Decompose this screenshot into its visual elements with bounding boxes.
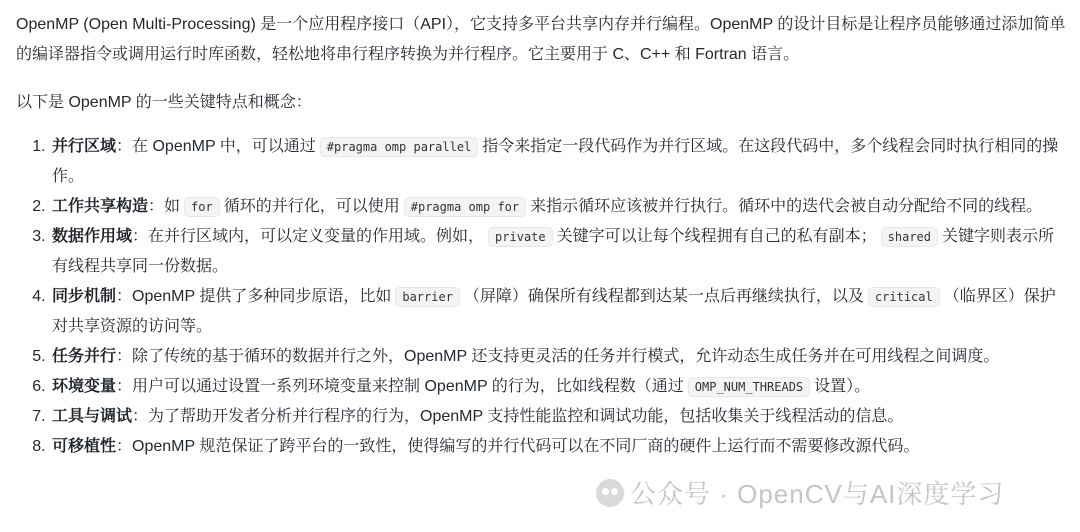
list-item [50,132,1066,192]
inline-code: barrier [395,287,460,307]
list-item [50,342,1066,372]
item-separator: ： [116,378,133,395]
inline-code: critical [868,287,940,307]
list-item [50,372,1066,402]
item-title: 同步机制 [52,288,117,305]
item-separator: ： [116,138,133,155]
features-subtitle: 以下是 OpenMP 的一些关键特点和概念： [16,94,312,111]
item-text: 在并行区域内，可以定义变量的作用域。例如， [148,228,485,245]
item-separator: ： [132,408,149,425]
item-text: 来指示循环应该被并行执行。循环中的迭代会被自动分配给不同的线程。 [530,198,1043,215]
item-text: 如 [164,198,181,215]
inline-code: private [488,227,553,247]
item-text: 关键字可以让每个线程拥有自己的私有副本； [556,228,877,245]
item-title: 工具与调试 [52,408,133,425]
item-text: OpenMP 提供了多种同步原语，比如 [132,288,392,305]
inline-code: #pragma omp parallel [320,137,479,157]
item-text: （临界区）保护对共享资源的访问等。 [52,288,1056,335]
item-title: 任务并行 [52,348,117,365]
item-text: 循环的并行化，可以使用 [223,198,400,215]
list-item [50,432,1066,462]
item-title: 数据作用域 [52,228,133,245]
item-separator: ： [132,228,149,245]
inline-code: OMP_NUM_THREADS [688,377,810,397]
feature-list [16,132,1066,462]
item-text: 在 OpenMP 中，可以通过 [132,138,316,155]
item-text: 用户可以通过设置一系列环境变量来控制 OpenMP 的行为，比如线程数（通过 [132,378,684,395]
item-separator: ： [116,288,133,305]
item-separator: ： [148,198,165,215]
item-text: （屏障）确保所有线程都到达某一点后再继续执行，以及 [463,288,864,305]
watermark [596,474,1004,511]
item-separator: ： [116,348,133,365]
item-text: 关键字则表示所有线程共享同一份数据。 [52,228,1055,275]
item-text: OpenMP 规范保证了跨平台的一致性，使得编写的并行代码可以在不同厂商的硬件上运行而不需要修改源代码。 [132,438,920,455]
item-text: 除了传统的基于循环的数据并行之外，OpenMP 还支持更灵活的任务并行模式，允许动态生成任务并在可用线程之间调度。 [132,348,1000,365]
list-item [50,192,1066,222]
list-item [50,222,1066,282]
article-content [16,10,1066,462]
intro-paragraph: OpenMP (Open Multi-Processing) 是一个应用程序接口（API），它支持多平台共享内存并行编程。OpenMP 的设计目标是让程序员能够通过添加简单的编译器指令或调用运行时库函数，轻松地将串行程序转换为并行程序。它主要用于 C、C++ 和 Fortran 语言。 [16,16,1066,63]
item-title: 并行区域 [52,138,117,155]
wechat-icon [596,479,624,507]
inline-code: #pragma omp for [404,197,526,217]
item-text: 设置）。 [814,378,871,395]
item-text: 指令来指定一段代码作为并行区域。在这段代码中，多个线程会同时执行相同的操作。 [52,138,1059,185]
inline-code: shared [881,227,938,247]
list-item [50,402,1066,432]
list-item [50,282,1066,342]
inline-code: for [184,197,220,217]
item-title: 环境变量 [52,378,117,395]
item-text: 为了帮助开发者分析并行程序的行为，OpenMP 支持性能监控和调试功能，包括收集关于线程活动的信息。 [148,408,904,425]
item-title: 可移植性 [52,438,117,455]
watermark-text: 公众号 · OpenCV与AI深度学习 [630,479,1005,509]
item-title: 工作共享构造 [52,198,149,215]
item-separator: ： [116,438,133,455]
